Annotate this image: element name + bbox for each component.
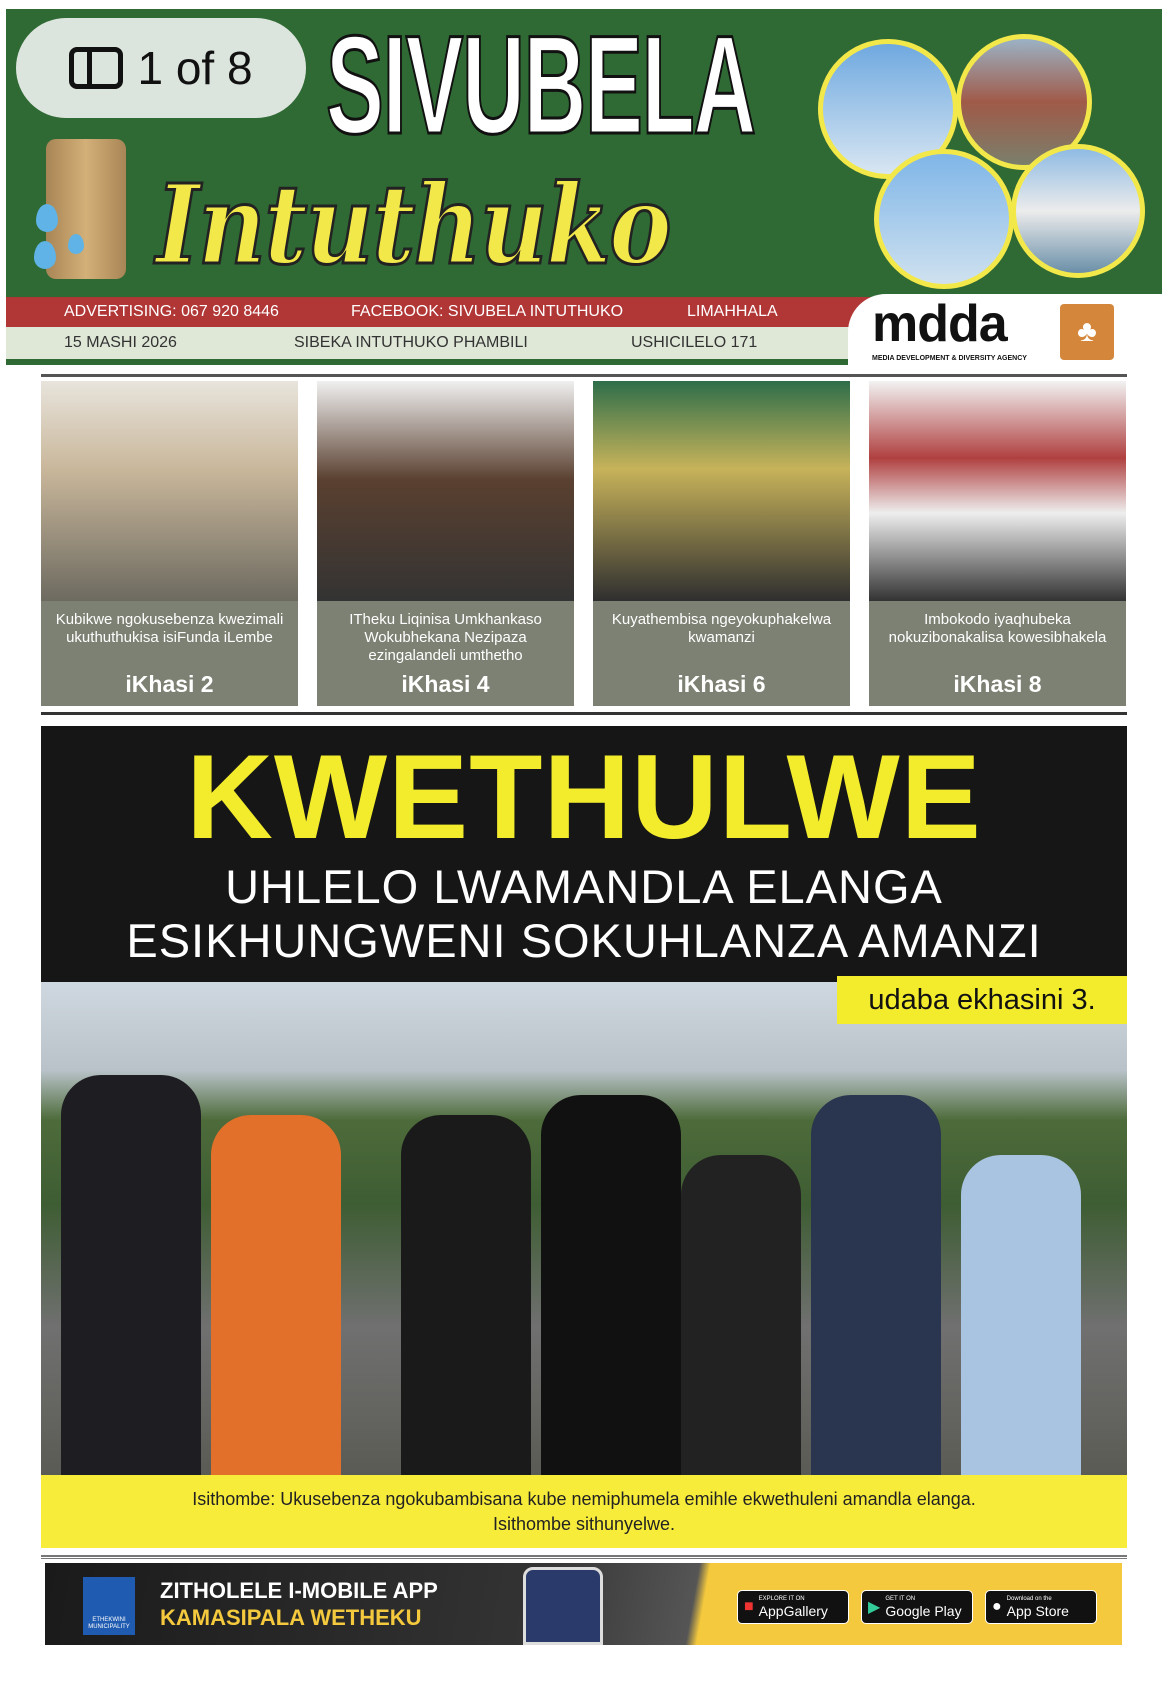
person	[961, 1155, 1081, 1475]
teaser-page: iKhasi 8	[953, 671, 1042, 697]
teaser-photo	[41, 381, 298, 601]
play-icon: ▶	[868, 1599, 881, 1616]
badge-small: Download on the	[1006, 1596, 1052, 1602]
teaser-caption: Kuyathembisa ngeyokuphakelwa kwamanzi	[611, 611, 832, 646]
ad-subheadline: KAMASIPALA WETHEKU	[160, 1605, 422, 1630]
teaser-caption: Imbokodo iyaqhubeka nokuzibonakalisa kowesibhakela	[888, 611, 1107, 646]
teaser-page: iKhasi 2	[125, 671, 214, 697]
teaser-photo	[317, 381, 574, 601]
mdda-wordmark: mdda	[872, 295, 1007, 353]
ethekwini-logo: ETHEKWINI MUNICIPALITY	[83, 1577, 135, 1635]
water-drop-icon	[34, 241, 56, 269]
power-lines-photo	[874, 149, 1014, 289]
advertising-contact: ADVERTISING: 067 920 8446	[64, 303, 279, 320]
teaser-caption: ITheku Liqinisa Umkhankaso Wokubhekana Nezipaza ezingalandeli umthetho	[349, 611, 542, 664]
masthead-title: SIVUBELA	[326, 9, 755, 163]
page-indicator-text: 1 of 8	[137, 42, 253, 94]
masthead-script-title: Intuthuko	[156, 160, 670, 289]
app-advertisement[interactable]	[45, 1563, 1122, 1645]
water-drop-icon	[68, 234, 84, 254]
badge-small: GET IT ON	[885, 1596, 916, 1602]
info-bar-bottom	[6, 327, 886, 365]
google-play-badge[interactable]	[861, 1590, 973, 1624]
tree-icon: ♣	[1060, 304, 1114, 360]
person	[541, 1095, 681, 1475]
person	[211, 1115, 341, 1475]
info-bar-top	[6, 297, 886, 327]
lead-subhead: UHLELO LWAMANDLA ELANGA	[225, 860, 943, 913]
teaser-caption: Kubikwe ngokusebenza kwezimali ukuthuthukisa isiFunda iLembe	[55, 611, 284, 646]
story-reference[interactable]: udaba ekhasini 3.	[837, 976, 1127, 1024]
phone-image	[523, 1567, 603, 1645]
divider	[41, 1555, 1127, 1559]
person	[811, 1095, 941, 1475]
photo-caption	[41, 1475, 1127, 1548]
lead-headline: KWETHULWE	[186, 730, 982, 864]
teaser-page: iKhasi 6	[677, 671, 766, 697]
mdda-subtitle: MEDIA DEVELOPMENT & DIVERSITY AGENCY	[872, 355, 1027, 362]
ad-headline: ZITHOLELE I-MOBILE APP	[160, 1578, 438, 1603]
badge-label: Google Play	[885, 1603, 962, 1619]
sack-illustration	[46, 139, 126, 279]
app-store-badge[interactable]	[985, 1590, 1097, 1624]
facebook-link: FACEBOOK: SIVUBELA INTUTHUKO	[351, 303, 624, 320]
badge-small: EXPLORE IT ON	[758, 1596, 805, 1602]
appgallery-badge[interactable]	[737, 1590, 849, 1624]
teaser-photo	[593, 381, 850, 601]
divider	[41, 374, 1127, 377]
issue-date: 15 MASHI 2026	[64, 334, 177, 351]
person	[681, 1155, 801, 1475]
teaser-card[interactable]	[869, 381, 1126, 706]
price: LIMAHHALA	[687, 303, 778, 320]
divider	[41, 712, 1127, 715]
person	[401, 1115, 531, 1475]
apple-icon: ●	[992, 1598, 1002, 1615]
edition-number: USHICILELO 171	[631, 334, 758, 351]
sidebar-icon	[69, 47, 123, 89]
page-indicator[interactable]	[16, 18, 306, 118]
housing-complex-photo	[1011, 144, 1145, 278]
teaser-page: iKhasi 4	[401, 671, 490, 697]
photo-caption-line: Isithombe: Ukusebenza ngokubambisana kube nemiphumela emihle ekwethuleni amandla elanga.	[192, 1489, 976, 1509]
slogan: SIBEKA INTUTHUKO PHAMBILI	[294, 334, 528, 351]
teaser-photo	[869, 381, 1126, 601]
water-drop-icon	[36, 204, 58, 232]
badge-label: App Store	[1006, 1603, 1069, 1619]
teaser-card[interactable]	[41, 381, 298, 706]
badge-label: AppGallery	[758, 1603, 828, 1619]
lead-photo	[41, 982, 1127, 1475]
mdda-logo	[848, 294, 1162, 370]
person	[61, 1075, 201, 1475]
huawei-icon: ■	[744, 1598, 754, 1615]
lead-banner	[41, 726, 1127, 982]
teaser-card[interactable]	[317, 381, 574, 706]
photo-caption-credit: Isithombe sithunyelwe.	[492, 1514, 676, 1534]
teaser-card[interactable]	[593, 381, 850, 706]
lead-subhead: ESIKHUNGWENI SOKUHLANZA AMANZI	[126, 914, 1042, 967]
